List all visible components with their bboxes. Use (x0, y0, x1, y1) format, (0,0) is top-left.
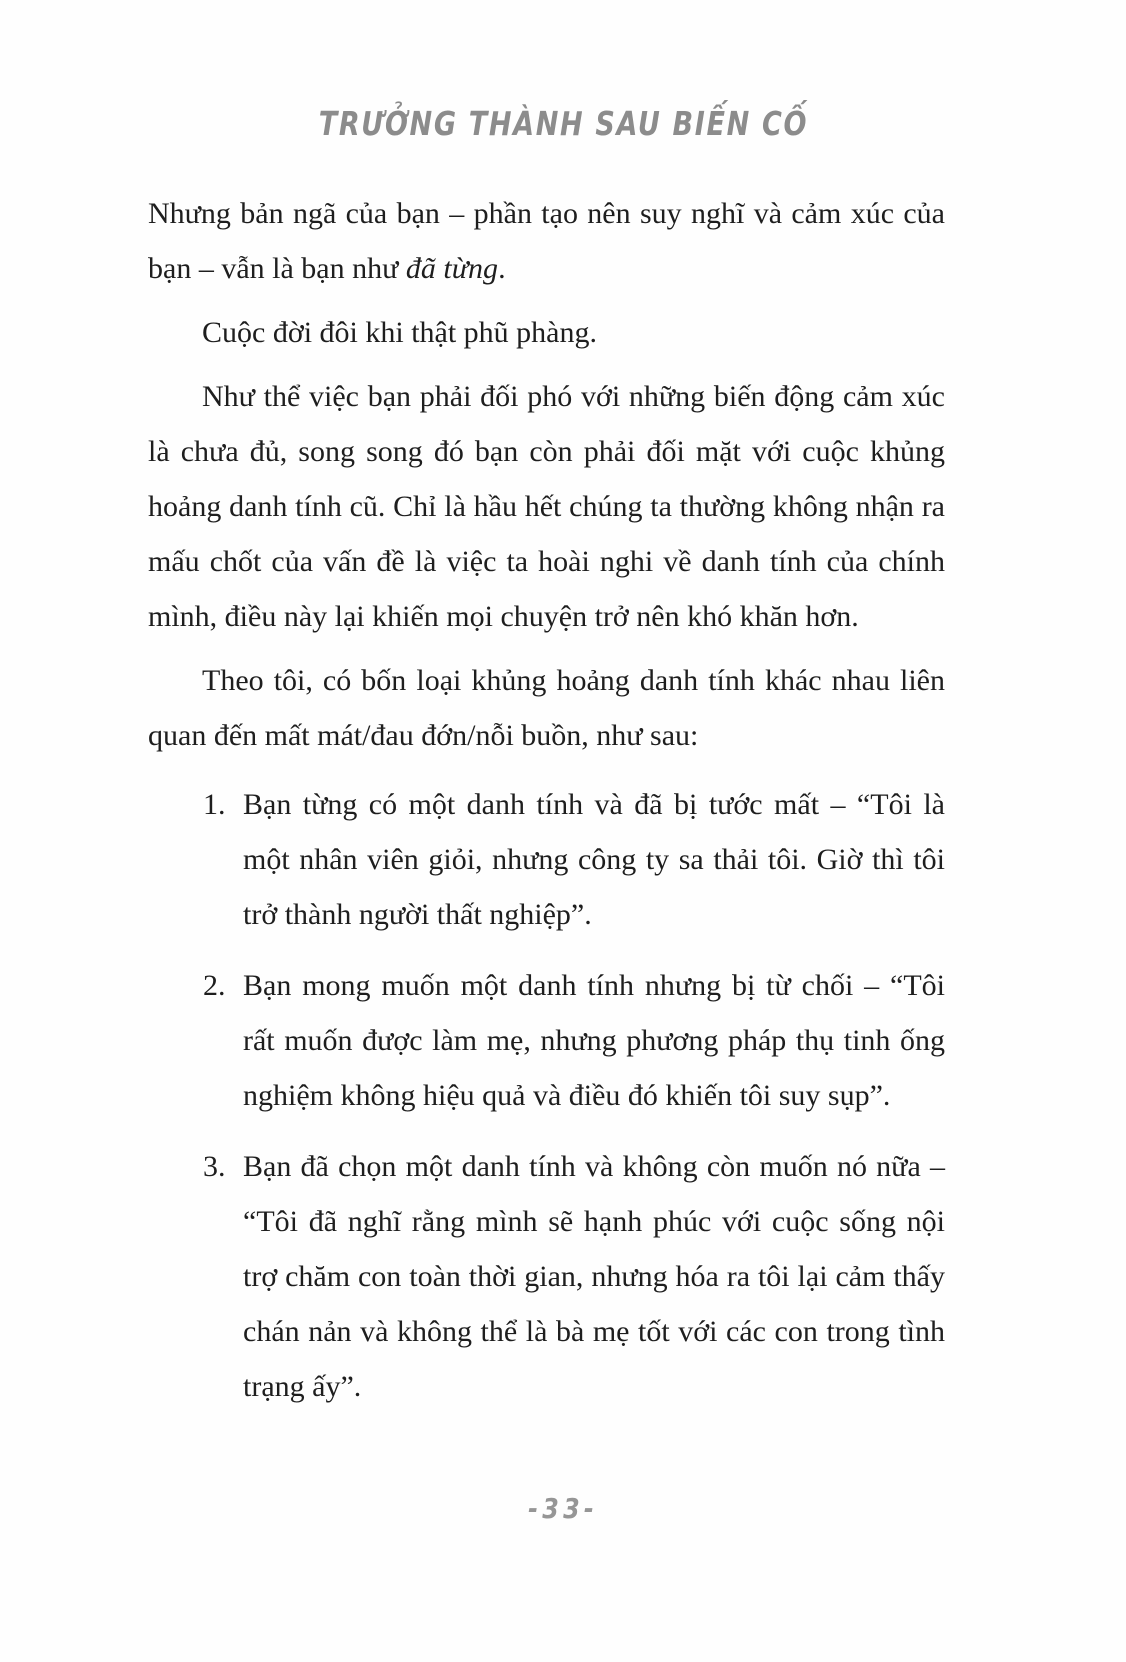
list-item-1-text: Bạn từng có một danh tính và đã bị tước mất – “Tôi là một nhân viên giỏi, nhưng công ty sa thải tôi. Giờ thì tôi trở thành người thất nghiệp”. (243, 788, 945, 931)
page-number (0, 1492, 1126, 1525)
paragraph-1 (148, 186, 945, 296)
list-item-2-number: 2. (203, 969, 226, 1002)
list-item-3-text: Bạn đã chọn một danh tính và không còn muốn nó nữa – “Tôi đã nghĩ rằng mình sẽ hạnh phúc với cuộc sống nội trợ chăm con toàn thời gian, nhưng hóa ra tôi lại cảm thấy chán nản và không thể là bà mẹ tốt với các con trong tình trạng ấy”. (243, 1150, 945, 1403)
list-item-2 (148, 958, 945, 1123)
list-item-3-number: 3. (203, 1150, 226, 1183)
paragraph-1-period: . (498, 252, 506, 285)
paragraph-1-italic-phrase: đã từng (405, 252, 499, 285)
list-item-1-number: 1. (203, 788, 226, 821)
paragraph-3: Như thể việc bạn phải đối phó với những biến động cảm xúc là chưa đủ, song song đó bạn còn phải đối mặt với cuộc khủng hoảng danh tính cũ. Chỉ là hầu hết chúng ta thường không nhận ra mấu chốt của vấn đề là việc ta hoài nghi về danh tính của chính mình, điều này lại khiến mọi chuyện trở nên khó khăn hơn. (148, 380, 945, 633)
list-item-1 (148, 777, 945, 942)
chapter-title: TRƯỞNG THÀNH SAU BIẾN CỐ (318, 104, 808, 143)
page-number-value: -33- (528, 1492, 598, 1525)
paragraph-1-text: Nhưng bản ngã của bạn – phần tạo nên suy nghĩ và cảm xúc của bạn – vẫn là bạn như (148, 197, 945, 285)
list-item-2-text: Bạn mong muốn một danh tính nhưng bị từ chối – “Tôi rất muốn được làm mẹ, nhưng phương pháp thụ tinh ống nghiệm không hiệu quả và điều đó khiến tôi suy sụp”. (243, 969, 945, 1112)
running-head (0, 104, 1126, 143)
paragraph-4: Theo tôi, có bốn loại khủng hoảng danh tính khác nhau liên quan đến mất mát/đau đớn/nỗi buồn, như sau: (148, 664, 945, 752)
page-body (148, 186, 945, 1430)
paragraph-2: Cuộc đời đôi khi thật phũ phàng. (202, 316, 597, 349)
list-item-3 (148, 1139, 945, 1414)
identity-crisis-list (148, 777, 945, 1414)
